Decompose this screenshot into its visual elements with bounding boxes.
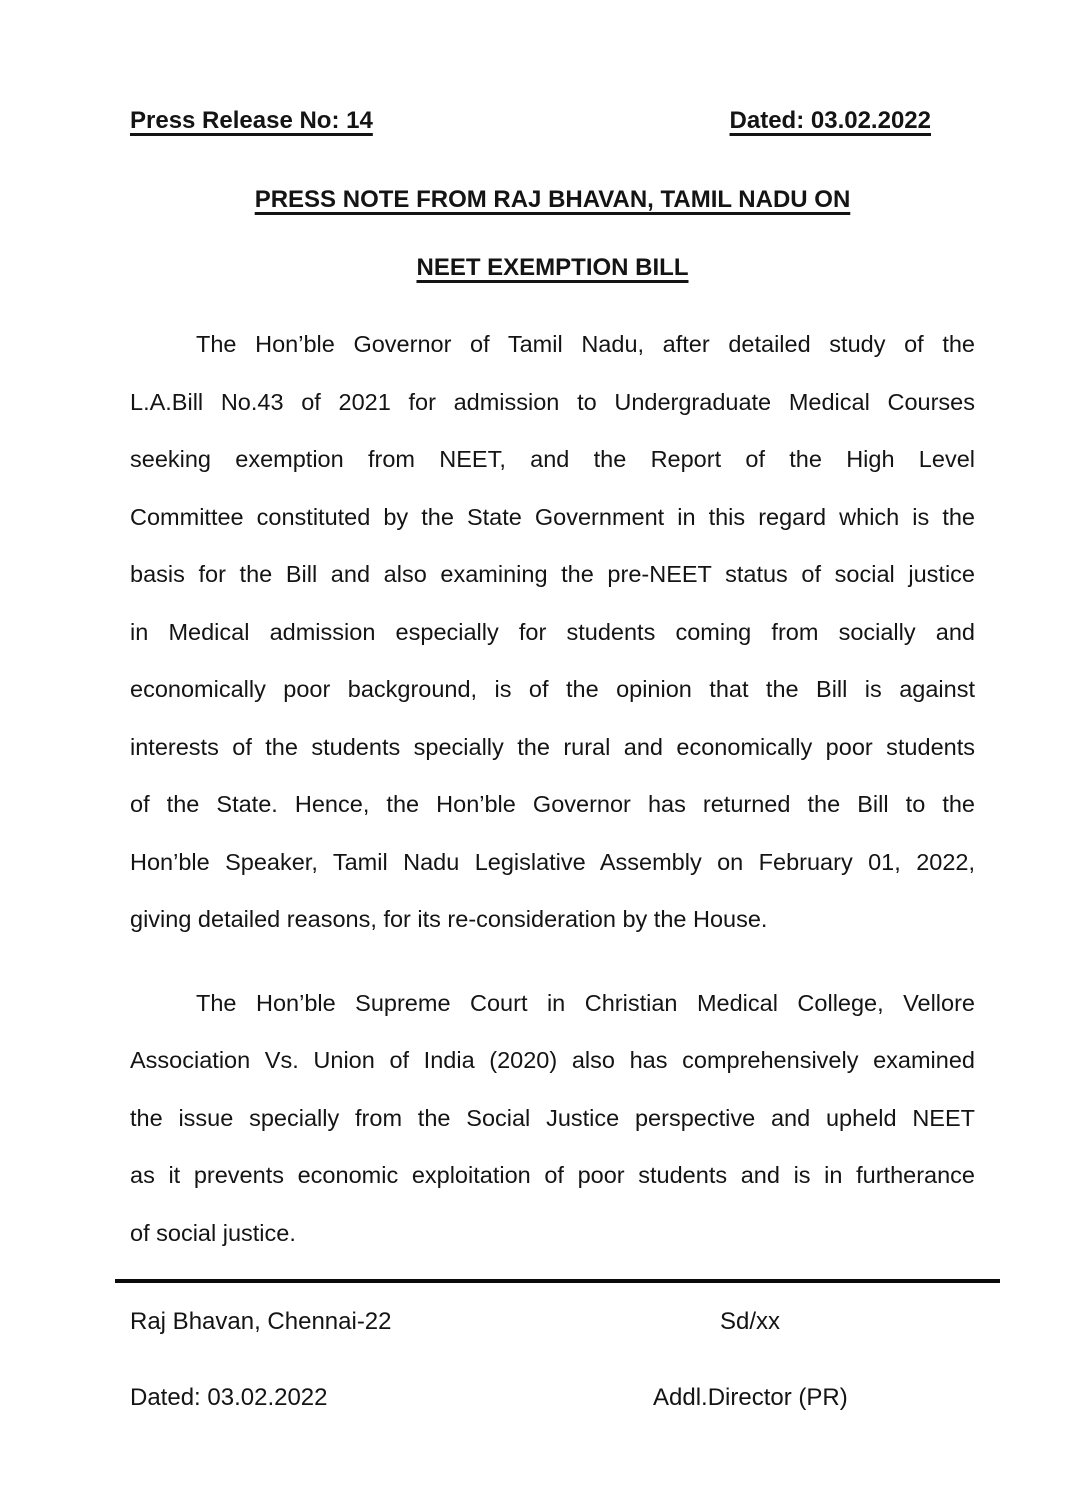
document-content <box>130 0 975 1412</box>
paragraph-line: Committee constituted by the State Government in this regard which is the <box>130 503 975 530</box>
paragraph-line: of social justice. <box>130 1219 296 1246</box>
paragraph-2 <box>130 975 975 1263</box>
document-title-line-1: PRESS NOTE FROM RAJ BHAVAN, TAMIL NADU ON <box>254 186 851 213</box>
paragraph-line: Hon’ble Speaker, Tamil Nadu Legislative Assembly on February 01, 2022, <box>130 848 975 875</box>
footer-signature: Sd/xx <box>720 1308 781 1335</box>
paragraph-line: The Hon’ble Governor of Tamil Nadu, after detailed study of the <box>196 331 975 357</box>
document-header <box>130 106 975 136</box>
paragraph-line: L.A.Bill No.43 of 2021 for admission to Undergraduate Medical Courses <box>130 388 975 415</box>
paragraph-line: in Medical admission especially for students coming from socially and <box>130 618 975 645</box>
paragraph-1 <box>130 316 975 949</box>
paragraph-line: giving detailed reasons, for its re-consideration by the House. <box>130 906 768 932</box>
document-title <box>130 185 975 283</box>
press-release-number: Press Release No: 14 <box>130 107 373 134</box>
paragraph-line: basis for the Bill and also examining the pre-NEET status of social justice <box>130 561 975 587</box>
paragraph-line: economically poor background, is of the opinion that the Bill is against <box>130 676 975 702</box>
document-title-line-2: NEET EXEMPTION BILL <box>416 254 689 281</box>
footer-date: Dated: 03.02.2022 <box>130 1384 328 1411</box>
paragraph-line: of the State. Hence, the Hon’ble Governor has returned the Bill to the <box>130 791 975 817</box>
paragraph-line: interests of the students specially the rural and economically poor students <box>130 733 975 760</box>
footer-place: Raj Bhavan, Chennai-22 <box>130 1308 392 1335</box>
footer-row-place <box>130 1307 975 1336</box>
footer-row-date <box>130 1383 975 1412</box>
footer-designation: Addl.Director (PR) <box>653 1384 848 1411</box>
paragraph-line: as it prevents economic exploitation of poor students and is in furtherance <box>130 1162 975 1188</box>
paragraph-line: Association Vs. Union of India (2020) also has comprehensively examined <box>130 1047 975 1073</box>
press-release-date: Dated: 03.02.2022 <box>729 107 931 134</box>
paragraph-line: seeking exemption from NEET, and the Report of the High Level <box>130 446 975 472</box>
paragraph-line: the issue specially from the Social Justice perspective and upheld NEET <box>130 1104 975 1131</box>
footer-divider <box>115 1279 1000 1283</box>
paragraph-line: The Hon’ble Supreme Court in Christian Medical College, Vellore <box>196 989 975 1016</box>
